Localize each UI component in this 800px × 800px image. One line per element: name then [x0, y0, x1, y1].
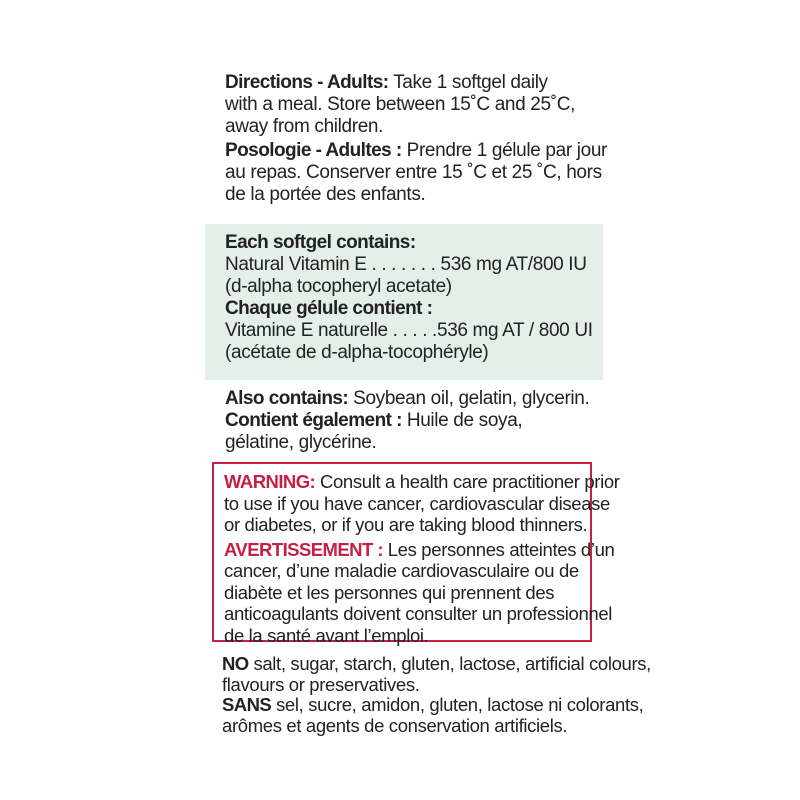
warning-fr-text: Les personnes atteintes d’un: [382, 538, 615, 560]
also-contains-fr-text: Huile de soya,: [401, 410, 523, 431]
free-from-en-line-1: [222, 654, 651, 675]
warning-en-text: Consult a health care practitioner prior: [315, 471, 620, 492]
directions-en-line-1: [225, 72, 607, 94]
contents-en-heading: Each softgel contains:: [225, 232, 416, 253]
also-contains-fr-line-2: gélatine, glycérine.: [225, 432, 377, 453]
also-contains-en-text: Soybean oil, gelatin, glycerin.: [348, 388, 590, 409]
contents-fr-heading: Chaque gélule contient :: [225, 298, 433, 319]
contents-fr-line-2: (acétate de d-alpha-tocophéryle): [225, 342, 489, 363]
contents-en-line-2: (d-alpha tocopheryl acetate): [225, 276, 452, 297]
directions-fr-line-2: au repas. Conserver entre 15 ˚C et 25 ˚C, hors: [225, 162, 602, 183]
warning-en-line-3: or diabetes, or if you are taking blood thinners.: [224, 514, 588, 535]
also-contains-en: [225, 388, 589, 410]
free-from-fr-line-2: arômes et agents de conservation artificiels.: [222, 714, 568, 736]
also-contains-section: [225, 388, 589, 454]
directions-en-text: Take 1 softgel daily: [388, 72, 548, 93]
directions-en-line-3: away from children.: [225, 116, 384, 137]
free-from-fr-line-1: [222, 695, 651, 716]
warning-fr-line-1: [224, 539, 620, 561]
free-from-en-text: salt, sugar, starch, gluten, lactose, artificial colours,: [248, 653, 651, 674]
directions-section: [225, 72, 607, 206]
free-from-section: [222, 654, 651, 736]
directions-fr-line-1: [225, 140, 607, 162]
contents-en-line-1: Natural Vitamin E . . . . . . . 536 mg AT/800 IU: [225, 254, 587, 275]
warning-en-line-2: to use if you have cancer, cardiovascular disease: [224, 492, 610, 514]
warning-fr-line-5: de la santé avant l’emploi.: [224, 624, 429, 646]
contents-section: [225, 232, 593, 364]
warning-en-label: WARNING:: [224, 471, 316, 492]
warning-fr-line-2: cancer, d’une maladie cardiovasculaire ou de: [224, 560, 579, 581]
directions-en-line-2: with a meal. Store between 15˚C and 25˚C,: [225, 94, 576, 115]
free-from-en-label: NO: [222, 653, 249, 674]
directions-fr-line-3: de la portée des enfants.: [225, 184, 426, 205]
warning-fr-line-3: diabète et les personnes qui prennent des: [224, 581, 555, 603]
warning-en-line-1: [224, 471, 620, 493]
warning-fr-line-4: anticoagulants doivent consulter un professionnel: [224, 603, 613, 624]
directions-fr-text: Prendre 1 gélule par jour: [401, 140, 608, 161]
warning-fr-label: AVERTISSEMENT :: [224, 538, 383, 560]
also-contains-en-label: Also contains:: [225, 388, 349, 409]
directions-en-label: Directions - Adults:: [225, 72, 389, 93]
also-contains-fr-label: Contient également :: [225, 410, 402, 431]
free-from-fr-text: sel, sucre, amidon, gluten, lactose ni colorants,: [271, 694, 644, 715]
also-contains-fr: [225, 410, 589, 432]
directions-fr-label: Posologie - Adultes :: [225, 140, 402, 161]
warning-section: [224, 471, 620, 646]
contents-fr-line-1: Vitamine E naturelle . . . . .536 mg AT / 800 UI: [225, 320, 593, 341]
free-from-fr-label: SANS: [222, 694, 272, 715]
free-from-en-line-2: flavours or preservatives.: [222, 673, 420, 695]
